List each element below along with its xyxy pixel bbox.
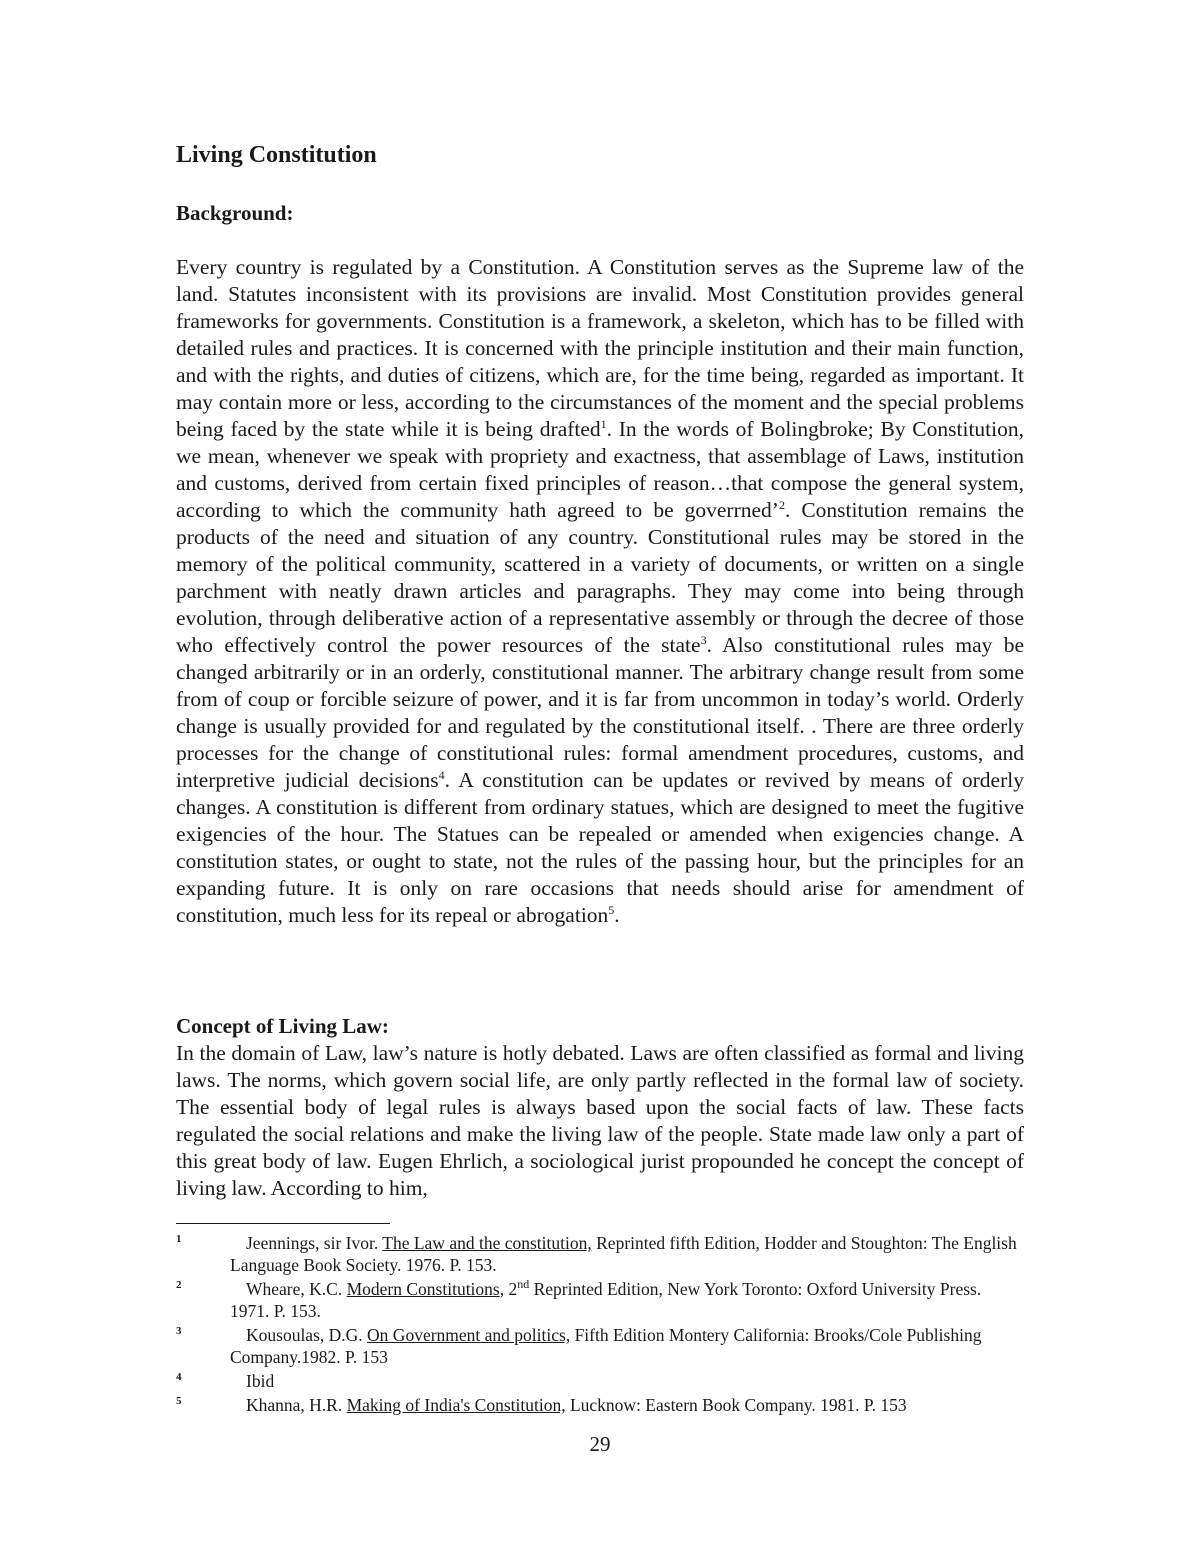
text-run: Jeennings, sir Ivor. [246,1233,383,1253]
text-run: . Constitution remains the products of the need and situation of any country. Constitutional rules may be stored in the memory of the political community, scattered in a variety of documents, or written on a single parchment with neatly drawn articles and paragraphs. They may come into being through evolution, through deliberative action of a representative assembly or through the decree of those who effectively control the power resources of the state [176,498,1024,657]
footnote-number: 1 [176,1233,182,1245]
concept-paragraph: In the domain of Law, law’s nature is hotly debated. Laws are often classified as formal and living laws. The norms, which govern social life, are only partly reflected in the formal law of society. The essential body of legal rules is always based upon the social facts of law. These facts regulated the social relations and make the living law of the people. State made law only a part of this great body of law. Eugen Ehrlich, a sociological jurist propounded he concept the concept of living law. According to him, [176,1041,1024,1200]
cited-title: Modern Constitutions [346,1279,500,1299]
footnotes [176,1232,1024,1418]
cited-title: The Law and the constitution, [382,1233,592,1253]
text-run: Every country is regulated by a Constitution. A Constitution serves as the Supreme law of the land. Statutes inconsistent with its provisions are invalid. Most Constitution provides general frameworks for governments. Constitution is a framework, a skeleton, which has to be filled with detailed rules and practices. It is concerned with the principle institution and their main function, and with the rights, and duties of citizens, which are, for the time being, regarded as important. It may contain more or less, according to the circumstances of the moment and the special problems being faced by the state while it is being drafted [176,255,1024,441]
text-run: . In the words of Bolingbroke; By Constitution, we mean, whenever we speak with propriety and exactness, that assemblage of Laws, institution and customs, derived from certain fixed principles of reason…that compose the general system, according to which the community hath agreed to be goverrned’ [176,417,1024,522]
text-run: Fifth Edition Montery California: Brooks/Cole Publishing Company.1982. P. 153 [230,1325,982,1367]
footnote-number: 2 [176,1279,182,1291]
cited-title: On Government and politics, [367,1325,571,1345]
text-run: Reprinted fifth Edition, Hodder and Stoughton: The English Language Book Society. 1976. P. 153. [230,1233,1017,1275]
background-heading: Background: [176,201,294,225]
footnote-number: 5 [176,1395,182,1407]
text-run: . A constitution can be updates or revived by means of orderly changes. A constitution is different from ordinary statues, which are designed to meet the fugitive exigencies of the hour. The Statues can be repealed or amended when exigencies change. A constitution states, or ought to state, not the rules of the passing hour, but the principles for an expanding future. It is only on rare occasions that needs should arise for amendment of constitution, much less for its repeal or abrogation [176,768,1024,927]
footnote-text [230,1324,1024,1368]
footnote-ref: 4 [438,767,445,782]
footnote-ref: 3 [700,632,707,647]
footnote-item [176,1278,1024,1322]
footnote-text [230,1394,1024,1416]
background-paragraph [176,254,1024,929]
text-run: Lucknow: Eastern Book Company. 1981. P. 153 [565,1395,907,1415]
cited-title: Making of India's Constitution, [346,1395,566,1415]
concept-heading: Concept of Living Law: [176,1014,389,1038]
footnote-item [176,1232,1024,1276]
text-run: Kousoulas, D.G. [246,1325,368,1345]
footnote-ref: 2 [778,497,785,512]
footnote-item [176,1370,1024,1392]
footnote-text [230,1370,1024,1392]
footnote-separator [176,1223,390,1224]
footnote-text [230,1278,1024,1322]
page-title: Living Constitution [176,142,377,168]
footnote-ref: 1 [600,416,607,431]
text-run: Khanna, H.R. [246,1395,347,1415]
text-run: , 2 [499,1279,518,1299]
footnote-number: 4 [176,1371,182,1383]
page-number: 29 [589,1432,611,1456]
footnote-text [230,1232,1024,1276]
text-run: Wheare, K.C. [246,1279,347,1299]
footnote-number: 3 [176,1325,182,1337]
footnote-item [176,1324,1024,1368]
footnote-ref: 5 [608,902,615,917]
text-run: . Also constitutional rules may be changed arbitrarily or in an orderly, constitutional manner. The arbitrary change result from some from of coup or forcible seizure of power, and it is far from uncommon in today’s world. Orderly change is usually provided for and regulated by the constitutional itself. . There are three orderly processes for the change of constitutional rules: formal amendment procedures, customs, and interpretive judicial decisions [176,633,1025,792]
text-run: . [614,903,620,927]
footnote-item [176,1394,1024,1416]
text-run: Reprinted Edition, New York Toronto: Oxford University Press. 1971. P. 153. [230,1279,982,1321]
text-run: Ibid [246,1371,275,1391]
footnote-ref: nd [517,1277,530,1292]
